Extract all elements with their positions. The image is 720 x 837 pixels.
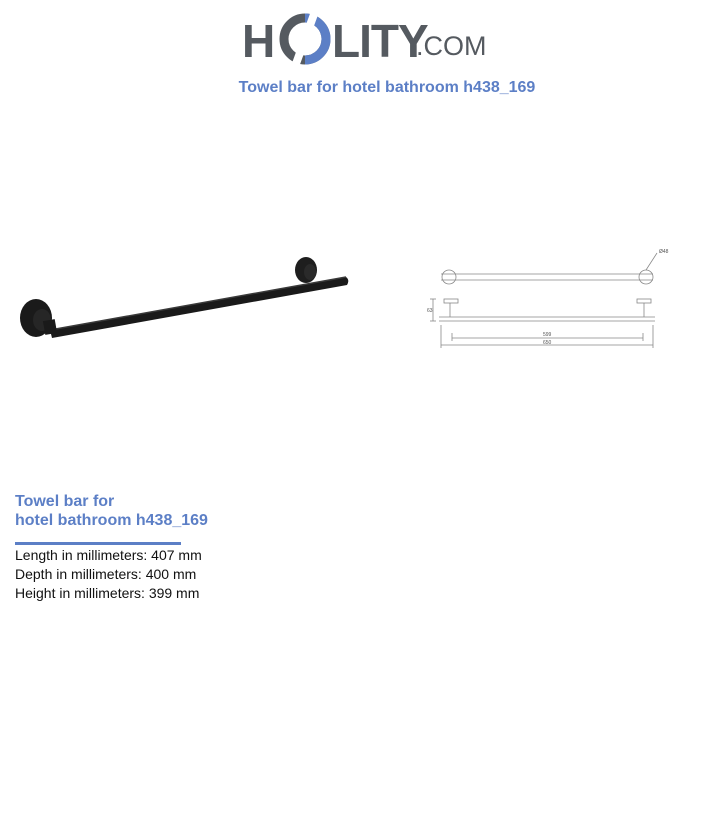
logo-com: .COM xyxy=(416,31,487,61)
spec-length: Length in millimeters: 407 mm xyxy=(15,547,202,563)
product-specs xyxy=(15,546,202,603)
page-title: Towel bar for hotel bathroom h438_169 xyxy=(238,79,536,96)
product-name-line2: hotel bathroom h438_169 xyxy=(15,512,208,529)
spec-depth: Depth in millimeters: 400 mm xyxy=(15,566,197,582)
diameter-label: Ø48 xyxy=(659,249,669,255)
divider xyxy=(15,542,181,545)
towel-bar-product-image[interactable] xyxy=(14,250,354,345)
logo-letters-lity: LITY xyxy=(332,15,428,67)
logo-o-icon xyxy=(279,13,331,65)
product-name xyxy=(15,492,208,530)
inner-width-label: 599 xyxy=(543,332,552,338)
towel-bar-technical-drawing[interactable] xyxy=(425,245,675,350)
product-name-line1: Towel bar for xyxy=(15,493,115,510)
logo-letter-h: H xyxy=(242,15,275,67)
outer-width-label: 650 xyxy=(543,340,552,346)
holity-logo[interactable] xyxy=(240,10,485,70)
height-label: 63 xyxy=(427,308,433,314)
spec-height: Height in millimeters: 399 mm xyxy=(15,585,200,601)
